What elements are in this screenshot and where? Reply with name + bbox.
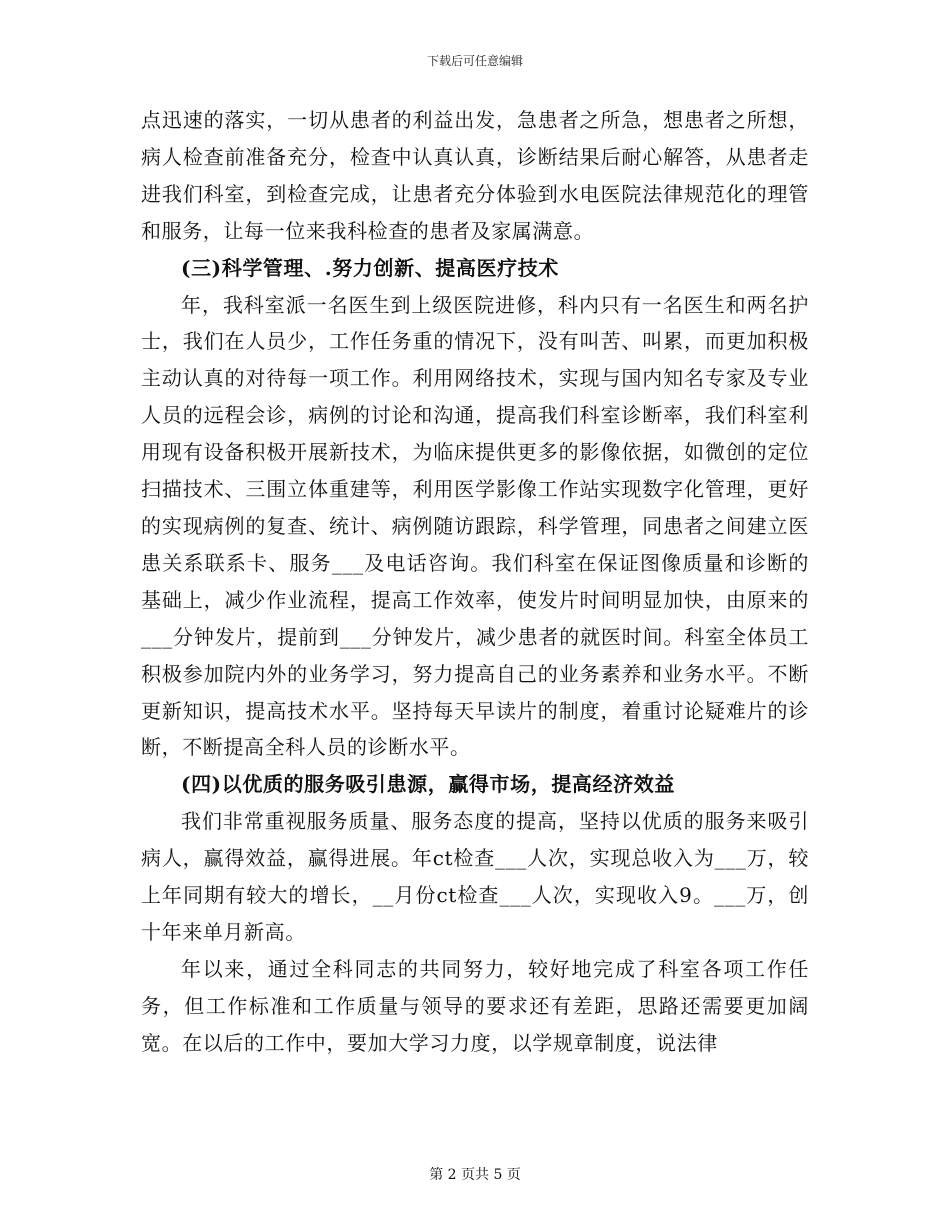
paragraph-service: 我们非常重视服务质量、服务态度的提高，坚持以优质的服务来吸引病人，赢得效益，赢得进展。年ct检查___人次，实现总收入为___万，较上年同期有较大的增长，__月份ct检查___人次，实现收入9。___万，创十年来单月新高。 [141,809,809,944]
section-heading-3: (三)科学管理、.努力创新、提高医疗技术 [181,255,559,280]
page-footer: 第 2 页共 5 页 [429,1167,521,1183]
paragraph-summary: 年以来，通过全科同志的共同努力，较好地完成了科室各项工作任务，但工作标准和工作质量与领导的要求还有差距，思路还需要更加阔宽。在以后的工作中，要加大学习力度，以学规章制度，说法律 [141,956,809,1055]
page-header: 下载后可任意编辑 [426,54,523,68]
paragraph-continuation: 点迅速的落实，一切从患者的利益出发，急患者之所急，想患者之所想，病人检查前准备充分，检查中认真认真，诊断结果后耐心解答，从患者走进我们科室，到检查完成，让患者充分体验到水电医院法律规范化的理管和服务，让每一位来我科检查的患者及家属满意。 [141,108,809,243]
document-body [141,102,809,1062]
section-heading-4: (四)以优质的服务吸引患源，赢得市场，提高经济效益 [181,772,675,797]
paragraph-management: 年，我科室派一名医生到上级医院进修，科内只有一名医生和两名护士，我们在人员少，工作任务重的情况下，没有叫苦、叫累，而更加积极主动认真的对待每一项工作。利用网络技术，实现与国内知名专家及专业人员的远程会诊，病例的讨论和沟通，提高我们科室诊断率，我们科室利用现有设备积极开展新技术，为临床提供更多的影像依据，如微创的定位扫描技术、三围立体重建等，利用医学影像工作站实现数字化管理，更好的实现病例的复查、统计、病例随访跟踪，科学管理，同患者之间建立医患关系联系卡、服务___及电话咨询。我们科室在保证图像质量和诊断的基础上，减少作业流程，提高工作效率，使发片时间明显加快，由原来的___分钟发片，提前到___分钟发片，减少患者的就医时间。科室全体员工积极参加院内外的业务学习，努力提高自己的业务素养和业务水平。不断更新知识，提高技术水平。坚持每天早读片的制度，着重讨论疑难片的诊断，不断提高全科人员的诊断水平。 [141,292,809,760]
